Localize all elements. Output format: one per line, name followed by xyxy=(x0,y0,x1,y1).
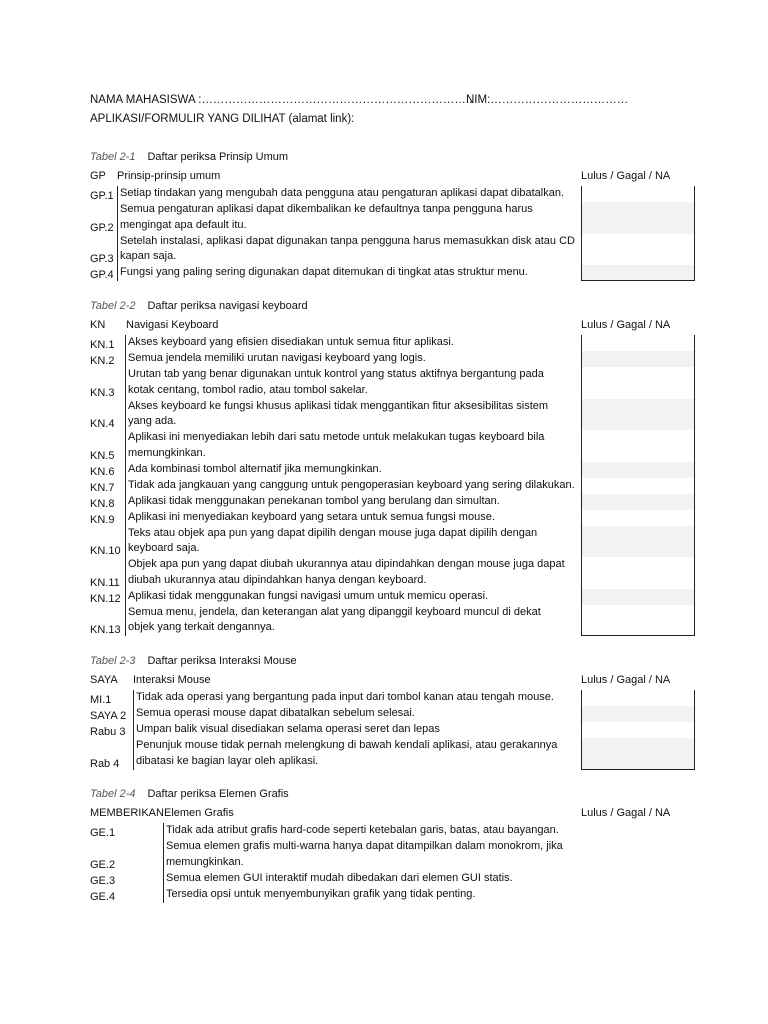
row-criterion xyxy=(133,690,554,706)
row-code: Rab 4 xyxy=(90,757,120,770)
result-input-cell[interactable] xyxy=(581,706,695,722)
table-row xyxy=(90,722,696,738)
row-criterion xyxy=(117,265,528,281)
criterion-line: mengingat apa default itu. xyxy=(120,218,247,231)
table-row xyxy=(90,399,696,431)
criterion-line: Tidak ada operasi yang bergantung pada input dari tombol kanan atau tengah mouse. xyxy=(136,691,554,703)
table-row xyxy=(90,478,696,494)
criterion-line: Akses keyboard yang efisien disediakan untuk semua fitur aplikasi. xyxy=(128,336,454,348)
criterion-line: Semua operasi mouse dapat dibatalkan sebelum selesai. xyxy=(136,707,415,719)
table-row xyxy=(90,605,696,637)
row-criterion xyxy=(125,399,548,431)
row-criterion xyxy=(125,494,500,510)
result-input-cell[interactable] xyxy=(581,722,695,738)
code-column-header: SAYA xyxy=(90,674,118,686)
row-criterion xyxy=(117,186,564,202)
row-criterion xyxy=(125,589,488,605)
table-row xyxy=(90,557,696,589)
result-input-cell[interactable] xyxy=(581,605,695,637)
row-code: SAYA 2 xyxy=(90,710,127,722)
table-caption-text: Daftar periksa Elemen Grafis xyxy=(147,788,289,800)
result-column-header: Lulus / Gagal / NA xyxy=(581,319,671,331)
result-column-header: Lulus / Gagal / NA xyxy=(581,807,671,819)
row-code: GP.4 xyxy=(90,269,114,281)
table-row xyxy=(90,367,696,399)
row-code: KN.2 xyxy=(90,355,115,367)
row-code: KN.7 xyxy=(90,481,115,494)
table-caption xyxy=(90,788,289,800)
criterion-line: Tersedia opsi untuk menyembunyikan grafik yang tidak penting. xyxy=(166,887,476,900)
result-input-cell[interactable] xyxy=(581,478,695,494)
result-input-cell[interactable] xyxy=(581,399,695,431)
table-header-row xyxy=(90,807,696,823)
title-column-header: Interaksi Mouse xyxy=(133,674,211,686)
table-row xyxy=(90,871,696,887)
table-body xyxy=(90,335,696,636)
title-column-header: Prinsip-prinsip umum xyxy=(117,170,221,182)
result-input-cell[interactable] xyxy=(581,234,695,266)
student-id-label: NIM:……………………………… xyxy=(466,94,629,106)
criterion-line: Setiap tindakan yang mengubah data pengguna atau pengaturan aplikasi dapat dibatalkan. xyxy=(120,187,565,199)
result-input-cell[interactable] xyxy=(581,557,695,589)
row-code: GE.4 xyxy=(90,890,116,903)
criterion-line: Urutan tab yang benar digunakan untuk kontrol yang status aktifnya bergantung pada xyxy=(128,368,544,380)
criterion-line: Aplikasi ini menyediakan keyboard yang setara untuk semua fungsi mouse. xyxy=(128,510,495,523)
criterion-line: kotak centang, tombol radio, atau tombol sakelar. xyxy=(128,383,368,396)
code-column-header: KN xyxy=(90,319,106,331)
table-header-row xyxy=(90,170,696,186)
checklist-table-keyboard-navigation xyxy=(90,319,696,636)
row-code: GP.1 xyxy=(90,190,114,202)
table-row xyxy=(90,690,696,706)
code-column-header: MEMBERIKAN xyxy=(90,807,164,819)
criterion-line: keyboard saja. xyxy=(128,542,200,554)
result-input-cell[interactable] xyxy=(581,367,695,399)
title-column-header: Elemen Grafis xyxy=(164,807,234,819)
row-code: Rabu 3 xyxy=(90,726,126,738)
row-code: GE.2 xyxy=(90,858,116,871)
result-input-cell[interactable] xyxy=(581,430,695,462)
row-criterion xyxy=(163,839,563,871)
table-row xyxy=(90,589,696,605)
criterion-line: Ada kombinasi tombol alternatif jika memungkinkan. xyxy=(128,462,382,475)
criterion-line: memungkinkan. xyxy=(166,855,244,868)
result-input-cell[interactable] xyxy=(581,738,695,770)
criterion-line: Semua pengaturan aplikasi dapat dikembalikan ke defaultnya tanpa pengguna harus xyxy=(120,203,533,215)
criterion-line: Objek apa pun yang dapat diubah ukurannya atau dipindahkan dengan mouse juga dapat xyxy=(128,558,565,570)
table-body xyxy=(90,823,696,903)
result-input-cell[interactable] xyxy=(581,351,695,367)
student-name-label: NAMA MAHASISWA :…………………………………………………………….. xyxy=(90,94,473,106)
row-code: GE.1 xyxy=(90,827,116,839)
table-row xyxy=(90,823,696,839)
criterion-line: Penunjuk mouse tidak pernah melengkung di bawah kendali aplikasi, atau gerakannya xyxy=(136,739,558,751)
criterion-line: Semua elemen grafis multi-warna hanya dapat ditampilkan dalam monokrom, jika xyxy=(166,840,563,852)
row-criterion xyxy=(163,887,475,903)
result-input-cell[interactable] xyxy=(581,335,695,351)
row-code: KN.6 xyxy=(90,465,115,478)
table-row xyxy=(90,351,696,367)
row-criterion xyxy=(125,605,541,637)
result-input-cell[interactable] xyxy=(581,526,695,558)
table-caption-text: Daftar periksa Prinsip Umum xyxy=(147,151,289,163)
row-criterion xyxy=(125,526,537,558)
row-code: KN.1 xyxy=(90,339,115,351)
application-form-label: APLIKASI/FORMULIR YANG DILIHAT (alamat link): xyxy=(90,113,355,125)
criterion-line: Semua menu, jendela, dan keterangan alat yang dipanggil keyboard muncul di dekat xyxy=(128,605,541,618)
result-column-header: Lulus / Gagal / NA xyxy=(581,674,671,686)
row-criterion xyxy=(117,202,533,234)
criterion-line: Fungsi yang paling sering digunakan dapat ditemukan di tingkat atas struktur menu. xyxy=(120,266,528,278)
row-code: KN.11 xyxy=(90,576,120,589)
criterion-line: diubah ukurannya atau dipindahkan hanya dengan keyboard. xyxy=(128,573,427,586)
criterion-line: objek yang terkait dengannya. xyxy=(128,621,275,633)
criterion-line: Teks atau objek apa pun yang dapat dipilih dengan mouse juga dapat dipilih dengan xyxy=(128,526,538,539)
table-row xyxy=(90,202,696,234)
criterion-line: Umpan balik visual disediakan selama operasi seret dan lepas xyxy=(136,723,440,735)
criterion-line: Aplikasi tidak menggunakan penekanan tombol yang berulang dan simultan. xyxy=(128,494,500,507)
row-code: GP.3 xyxy=(90,253,114,265)
row-code: GP.2 xyxy=(90,221,114,234)
result-input-cell[interactable] xyxy=(581,690,695,706)
table-row xyxy=(90,510,696,526)
result-input-cell[interactable] xyxy=(581,186,695,202)
criterion-line: Setelah instalasi, aplikasi dapat digunakan tanpa pengguna harus memasukkan disk atau CD xyxy=(120,234,575,247)
row-criterion xyxy=(163,823,559,839)
result-column-header: Lulus / Gagal / NA xyxy=(581,170,671,182)
result-input-cell[interactable] xyxy=(581,510,695,526)
criterion-line: Aplikasi tidak menggunakan fungsi navigasi umum untuk memicu operasi. xyxy=(128,589,489,602)
table-row xyxy=(90,186,696,202)
code-column-header: GP xyxy=(90,170,106,182)
table-row xyxy=(90,430,696,462)
table-number: Tabel 2-2 xyxy=(90,300,136,312)
row-code: KN.4 xyxy=(90,418,115,430)
criterion-line: Semua jendela memiliki urutan navigasi keyboard yang logis. xyxy=(128,352,426,364)
checklist-table-mouse-interaction xyxy=(90,674,696,770)
table-body xyxy=(90,690,696,770)
row-code: KN.5 xyxy=(90,449,115,462)
table-row xyxy=(90,526,696,558)
criterion-line: kapan saja. xyxy=(120,250,177,262)
row-criterion xyxy=(125,335,454,351)
checklist-table-general-principles xyxy=(90,170,696,281)
title-column-header: Navigasi Keyboard xyxy=(126,319,219,331)
criterion-line: yang ada. xyxy=(128,415,177,427)
row-criterion xyxy=(133,722,440,738)
table-row xyxy=(90,494,696,510)
row-criterion xyxy=(125,462,382,478)
row-code: KN.10 xyxy=(90,545,121,557)
criterion-line: Akses keyboard ke fungsi khusus aplikasi tidak menggantikan fitur aksesibilitas sistem xyxy=(128,399,549,412)
row-criterion xyxy=(125,351,426,367)
criterion-line: Semua elemen GUI interaktif mudah dibedakan dari elemen GUI statis. xyxy=(166,871,513,884)
row-criterion xyxy=(125,510,495,526)
row-code: MI.1 xyxy=(90,694,112,706)
table-row xyxy=(90,839,696,871)
table-row xyxy=(90,462,696,478)
row-code: GE.3 xyxy=(90,874,116,887)
result-input-cell[interactable] xyxy=(581,265,695,281)
result-input-cell[interactable] xyxy=(581,589,695,605)
table-row xyxy=(90,265,696,281)
row-criterion xyxy=(163,871,513,887)
table-row xyxy=(90,706,696,722)
table-header-row xyxy=(90,319,696,335)
result-input-cell[interactable] xyxy=(581,494,695,510)
table-caption-text: Daftar periksa Interaksi Mouse xyxy=(147,655,297,667)
row-criterion xyxy=(125,557,565,589)
result-input-cell[interactable] xyxy=(581,462,695,478)
table-number: Tabel 2-1 xyxy=(90,151,136,163)
row-criterion xyxy=(125,478,575,494)
row-code: KN.9 xyxy=(90,513,115,526)
table-row xyxy=(90,887,696,903)
row-code: KN.8 xyxy=(90,497,115,510)
table-row xyxy=(90,335,696,351)
table-body xyxy=(90,186,696,281)
criterion-line: Aplikasi ini menyediakan lebih dari satu metode untuk melakukan tugas keyboard bila xyxy=(128,431,545,443)
row-code: KN.3 xyxy=(90,386,115,399)
table-caption xyxy=(90,655,297,667)
criterion-line: Tidak ada jangkauan yang canggung untuk pengoperasian keyboard yang sering dilakukan. xyxy=(128,478,575,491)
row-criterion xyxy=(125,430,544,462)
table-number: Tabel 2-3 xyxy=(90,655,136,667)
criterion-line: memungkinkan. xyxy=(128,446,206,459)
table-caption xyxy=(90,151,288,163)
row-criterion xyxy=(133,738,557,770)
row-code: KN.12 xyxy=(90,592,121,605)
row-criterion xyxy=(125,367,544,399)
row-criterion xyxy=(117,234,575,266)
result-input-cell[interactable] xyxy=(581,202,695,234)
table-caption-text: Daftar periksa navigasi keyboard xyxy=(147,300,308,312)
criterion-line: dibatasi ke bagian layar oleh aplikasi. xyxy=(136,754,319,767)
table-row xyxy=(90,234,696,266)
table-number: Tabel 2-4 xyxy=(90,788,136,800)
table-row xyxy=(90,738,696,770)
table-header-row xyxy=(90,674,696,690)
checklist-table-graphic-elements xyxy=(90,807,696,903)
row-criterion xyxy=(133,706,415,722)
row-code: KN.13 xyxy=(90,624,121,636)
table-caption xyxy=(90,300,308,312)
criterion-line: Tidak ada atribut grafis hard-code seperti ketebalan garis, batas, atau bayangan. xyxy=(166,824,559,836)
